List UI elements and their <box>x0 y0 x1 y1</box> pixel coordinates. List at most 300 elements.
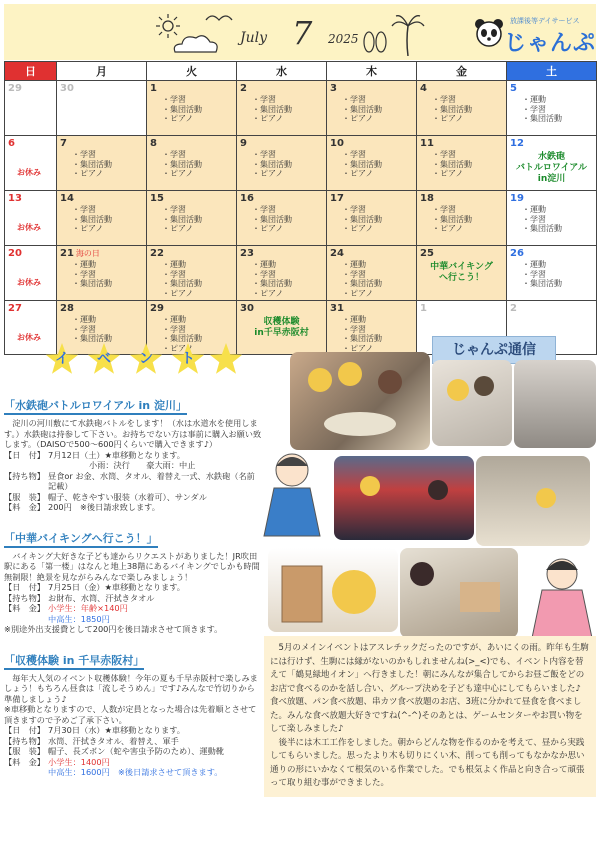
calendar-week-1 <box>5 81 597 136</box>
activity-item: ・ ピアノ <box>162 344 233 354</box>
activity-item: ・ 集団活動 <box>72 334 143 344</box>
event-info-value: 中高生：1850円 <box>48 613 110 624</box>
activity-list <box>240 95 323 124</box>
activity-item: ・ 集団活動 <box>162 334 233 344</box>
activity-list <box>330 315 413 353</box>
activity-item: ・ 運動 <box>162 315 233 325</box>
calendar-day-cell <box>417 136 507 191</box>
calendar-day-cell <box>5 81 57 136</box>
day-number <box>330 192 413 205</box>
day-number <box>60 82 143 95</box>
activity-item: ・ 集団活動 <box>342 105 413 115</box>
activity-item: ・ ピアノ <box>342 224 413 234</box>
photo-group-shapes <box>432 360 512 446</box>
event-banner-letter: ン <box>139 351 153 367</box>
calendar-event-label: 水鉄砲 バトルロワイアル in淀川 <box>516 152 587 184</box>
activity-item: ・ ピアノ <box>162 169 233 179</box>
photo-shop <box>514 360 596 448</box>
calendar-week-3 <box>5 191 597 246</box>
day-number <box>150 302 233 315</box>
event-info-harvest <box>4 725 262 778</box>
calendar-day-cell <box>147 81 237 136</box>
calendar-day-cell <box>237 246 327 301</box>
event-desc-harvest: 毎年大人気のイベント収穫体験！今年の夏も千早赤阪村で楽しみましょう！もちろん昼食は「流しそうめん」です♪みんなで竹切りから準備しましょう♪ ※車移動となりますので、人数が定員となった場合は先着順とさせて頂きますので予めご了承下さい。 <box>4 672 258 725</box>
activity-item: ・ ピアノ <box>162 224 233 234</box>
event-info-key: 【服 装】 <box>4 491 45 502</box>
activity-item: ・ 集団活動 <box>342 215 413 225</box>
month-word: July <box>240 30 268 46</box>
activity-item: ・ 学習 <box>72 205 143 215</box>
day-number <box>150 137 233 150</box>
event-info-key: 【日 付】 <box>4 582 45 592</box>
day-number-text: 21 <box>60 248 74 259</box>
event-info-value: 昼食or お金、水筒、タオル、着替え一式、水鉄砲（名前記載） <box>48 470 255 491</box>
photo-group <box>432 360 512 446</box>
event-info-value: 小雨：決行 豪大雨：中止 <box>48 460 196 470</box>
day-number-text: 30 <box>60 83 74 94</box>
day-number-text: 6 <box>8 138 15 149</box>
event-info-key: 【日 付】 <box>4 725 45 735</box>
closed-label: お休み <box>17 223 41 232</box>
activity-list <box>420 95 503 124</box>
event-info-key <box>4 767 48 778</box>
event-info-value: 7月25日（金）★車移動となります。 <box>48 582 185 592</box>
activity-list <box>60 205 143 234</box>
calendar-day-cell <box>327 81 417 136</box>
activity-item: ・ 集団活動 <box>432 160 503 170</box>
day-number-text: 13 <box>8 193 22 204</box>
event-info-value: 帽子、乾きやすい服装（水着可）、サンダル <box>48 491 207 502</box>
day-number-text: 10 <box>330 138 344 149</box>
activity-item: ・ ピアノ <box>162 289 233 299</box>
event-info-row <box>4 757 262 768</box>
photo-craft-2 <box>400 548 518 638</box>
day-number-text: 2 <box>240 83 247 94</box>
day-number-text: 24 <box>330 248 344 259</box>
year: 2025 <box>328 32 359 46</box>
event-info-row <box>4 460 262 471</box>
photo-wood-house <box>268 548 398 632</box>
event-banner-letter: ベ <box>97 351 111 367</box>
event-info-key: 【持ち物】 <box>4 735 45 746</box>
activity-item: ・ ピアノ <box>342 114 413 124</box>
day-number-text: 4 <box>420 83 427 94</box>
day-number-text: 2 <box>510 303 517 314</box>
calendar-day-cell <box>507 136 597 191</box>
calendar-day-cell <box>327 191 417 246</box>
activity-item: ・ 運動 <box>342 315 413 325</box>
event-info-key: 【日 付】 <box>4 449 45 460</box>
activity-list <box>60 150 143 179</box>
day-number-text: 29 <box>150 303 164 314</box>
activity-item: ・ 集団活動 <box>162 279 233 289</box>
activity-item: ・ 学習 <box>342 325 413 335</box>
activity-item: ・ 学習 <box>342 95 413 105</box>
activity-list <box>150 205 233 234</box>
activity-item: ・ 学習 <box>162 270 233 280</box>
activity-item: ・ ピアノ <box>432 114 503 124</box>
activity-item: ・ 集団活動 <box>252 279 323 289</box>
calendar-day-cell <box>417 81 507 136</box>
day-number <box>330 82 413 95</box>
activity-item: ・ 集団活動 <box>162 160 233 170</box>
event-info-key: 【料 金】 <box>4 502 45 512</box>
event-info-key <box>4 614 48 625</box>
calendar-day-cell <box>147 246 237 301</box>
weekday-sat: 土 <box>507 62 597 81</box>
activity-list <box>60 260 143 289</box>
day-number-text: 29 <box>8 83 22 94</box>
holiday-label: 海の日 <box>75 249 100 258</box>
cloud-icon <box>170 30 220 54</box>
day-number-text: 14 <box>60 193 74 204</box>
event-info-row <box>4 593 262 604</box>
event-info-row <box>4 736 262 747</box>
day-number <box>330 302 413 315</box>
activity-list <box>420 205 503 234</box>
day-number <box>60 247 143 260</box>
photo-arcade-shapes <box>334 456 474 540</box>
day-number-text: 31 <box>330 303 344 314</box>
activity-list <box>510 260 593 289</box>
event-desc-chinese-buffet: バイキング大好きな子ども達からリクエストがありました！JR吹田駅にある「第一楼」はなんと地上38階にあるバイキングでしかも時間無制限！絶景を見ながらみんなで楽しみましょう！ <box>4 550 260 582</box>
day-number-text: 5 <box>510 83 517 94</box>
day-number-text: 11 <box>420 138 434 149</box>
activity-item: ・ 学習 <box>342 205 413 215</box>
day-number <box>60 137 143 150</box>
closed-label: お休み <box>17 278 41 287</box>
day-number <box>330 247 413 260</box>
activity-list <box>240 260 323 298</box>
activity-list <box>510 205 593 234</box>
closed-label: お休み <box>17 168 41 177</box>
day-number-text: 30 <box>240 303 254 314</box>
day-number-text: 18 <box>420 193 434 204</box>
calendar-day-cell <box>327 301 417 355</box>
event-info-value: 小学生：1400円 <box>48 756 110 767</box>
activity-item: ・ 集団活動 <box>342 160 413 170</box>
calendar-day-cell <box>237 191 327 246</box>
logo-subtitle: 放課後等デイサービス <box>510 17 580 25</box>
day-number-text: 3 <box>330 83 337 94</box>
calendar-day-cell <box>5 191 57 246</box>
activity-list <box>330 205 413 234</box>
day-number <box>420 82 503 95</box>
calendar-day-cell <box>57 246 147 301</box>
day-number-text: 19 <box>510 193 524 204</box>
activity-list <box>330 95 413 124</box>
activity-item: ・ 運動 <box>342 260 413 270</box>
closed-label: お休み <box>17 333 41 342</box>
event-info-row <box>4 450 262 461</box>
weekday-header <box>5 62 597 81</box>
activity-list <box>420 150 503 179</box>
day-number <box>8 247 53 260</box>
activity-item: ・ ピアノ <box>342 289 413 299</box>
activity-item: ・ 学習 <box>432 150 503 160</box>
day-number <box>150 192 233 205</box>
day-number-text: 8 <box>150 138 157 149</box>
activity-item: ・ 学習 <box>252 270 323 280</box>
activity-item: ・ 学習 <box>72 325 143 335</box>
activity-item: ・ ピアノ <box>72 169 143 179</box>
day-number-text: 12 <box>510 138 524 149</box>
event-info-row <box>4 746 262 757</box>
day-number <box>510 82 593 95</box>
event-banner-letter: ト <box>181 351 195 367</box>
photo-lunch <box>290 352 430 450</box>
day-number <box>8 192 53 205</box>
day-number-text: 7 <box>60 138 67 149</box>
calendar-day-cell <box>5 136 57 191</box>
calendar-day-cell <box>507 246 597 301</box>
day-number-text: 9 <box>240 138 247 149</box>
activity-item: ・ 学習 <box>522 215 593 225</box>
event-info-value: 200円 ※後日請求致します。 <box>48 502 160 512</box>
event-info-chinese-buffet <box>4 582 262 624</box>
calendar-day-cell <box>57 191 147 246</box>
day-number-text: 17 <box>330 193 344 204</box>
day-number <box>8 137 53 150</box>
event-note-chinese-buffet: ※別途外出支援費として200円を後日請求させて頂きます。 <box>4 624 223 634</box>
calendar-body <box>5 81 597 355</box>
seagull-icon <box>204 10 234 26</box>
activity-item: ・ ピアノ <box>72 224 143 234</box>
event-title-chinese-buffet: 「中華バイキングへ行こう！」 <box>4 530 158 548</box>
photo-craft-1-shapes <box>476 456 590 546</box>
day-number-text: 28 <box>60 303 74 314</box>
activity-item: ・ ピアノ <box>342 344 413 354</box>
calendar-day-cell <box>57 136 147 191</box>
report-paragraph-2: 後半には木工工作をしました。朝からどんな物を作るのかを考えて、昼から実践してもらいました。思ったより木も切りにくい木、削っても削ってもなかなか思い通りの形にいかなくて根気のいる作業でした。でも根気よく作品と向き合って頑張って取り組む事ができました。 <box>270 737 585 788</box>
day-number-text: 26 <box>510 248 524 259</box>
event-title-harvest: 「収穫体験 in 千早赤阪村」 <box>4 652 144 670</box>
event-info-value: 水筒、汗拭きタオル、着替え、軍手 <box>48 735 179 746</box>
activity-list <box>510 95 593 124</box>
day-number <box>8 302 53 315</box>
event-info-key: 【料 金】 <box>4 756 45 767</box>
activity-item: ・ ピアノ <box>252 169 323 179</box>
calendar-day-cell <box>507 81 597 136</box>
events-column <box>4 360 262 778</box>
photo-craft-2-shapes <box>400 548 518 638</box>
activity-item: ・ ピアノ <box>252 289 323 299</box>
activity-item: ・ 学習 <box>432 205 503 215</box>
day-number <box>150 82 233 95</box>
day-number <box>510 247 593 260</box>
event-info-value: 小学生：年齢×140円 <box>48 603 128 613</box>
day-number-text: 15 <box>150 193 164 204</box>
day-number <box>420 247 503 260</box>
day-number <box>240 82 323 95</box>
calendar-week-2 <box>5 136 597 191</box>
news-title: じゃんぷ通信 <box>432 336 556 364</box>
day-number <box>420 137 503 150</box>
activity-list <box>150 150 233 179</box>
calendar-day-cell <box>5 246 57 301</box>
activity-list <box>150 260 233 298</box>
event-info-row <box>4 582 262 593</box>
activity-list <box>240 205 323 234</box>
day-number <box>510 137 593 150</box>
activity-list <box>150 95 233 124</box>
calendar-day-cell <box>237 81 327 136</box>
activity-item: ・ 学習 <box>342 270 413 280</box>
activity-item: ・ 学習 <box>252 205 323 215</box>
header <box>4 4 596 60</box>
activity-item: ・ ピアノ <box>252 224 323 234</box>
event-info-key <box>4 460 48 471</box>
activity-item: ・ ピアノ <box>432 224 503 234</box>
day-number-text: 27 <box>8 303 22 314</box>
activity-item: ・ 集団活動 <box>252 215 323 225</box>
activity-item: ・ 運動 <box>72 315 143 325</box>
event-info-value: 中高生：1600円 ※後日請求させて頂きます。 <box>48 767 223 777</box>
activity-list <box>330 260 413 298</box>
activity-item: ・ 学習 <box>72 150 143 160</box>
activity-item: ・ 学習 <box>252 95 323 105</box>
calendar-day-cell <box>507 191 597 246</box>
weekday-wed: 水 <box>237 62 327 81</box>
activity-item: ・ 学習 <box>162 150 233 160</box>
activity-item: ・ 学習 <box>522 105 593 115</box>
calendar-day-cell <box>237 136 327 191</box>
event-info-key: 【料 金】 <box>4 603 45 613</box>
calendar-day-cell <box>57 81 147 136</box>
day-number <box>150 247 233 260</box>
event-title-water-gun: 「水鉄砲バトルロワイアル in 淀川」 <box>4 397 187 415</box>
activity-item: ・ ピアノ <box>432 169 503 179</box>
activity-list <box>330 150 413 179</box>
photo-craft-1 <box>476 456 590 546</box>
day-number <box>240 302 323 315</box>
weekday-sun: 日 <box>5 62 57 81</box>
sandals-icon <box>362 30 388 54</box>
activity-item: ・ 学習 <box>162 95 233 105</box>
activity-item: ・ 集団活動 <box>342 279 413 289</box>
activity-item: ・ 集団活動 <box>252 105 323 115</box>
activity-item: ・ 学習 <box>162 325 233 335</box>
event-desc-water-gun: 淀川の河川敷にて水鉄砲バトルをします！（水は水道水を使用します。）水鉄砲は持参して下さい。お持ちでない方は事前に購入お願い致します。（DAISOで500～600円くらいで購入できます♪） <box>4 418 262 449</box>
activity-item: ・ 集団活動 <box>72 160 143 170</box>
activity-item: ・ 学習 <box>252 150 323 160</box>
calendar-day-cell <box>417 246 507 301</box>
month-number: 7 <box>292 14 313 52</box>
activity-item: ・ 集団活動 <box>342 334 413 344</box>
photo-lunch-shapes <box>290 352 430 450</box>
event-info-value: 7月12日（土）★車移動となります。 <box>48 449 185 460</box>
activity-item: ・ 運動 <box>522 260 593 270</box>
photo-arcade <box>334 456 474 540</box>
day-number-text: 20 <box>8 248 22 259</box>
report-paragraph-1: 5月のメインイベントはアスレチックだったのですが、あいにくの雨。昨年も生駒には行けず、生駒には縁がないのかもしれませんね(>_<)でも、イベント内容を替えて「鶴見緑地イオン」へ行きました！朝にみんなが集合してからお昼ご飯をどのお店で食べるのかを話し合い、グループ決めを子ども達中心にしてもらいました♪ 食べ放題、パン食べ放題、串カツ食べ放題のお店、3班に分かれて昼食を食べました。みんな食べ放題大好きですね(^-^)そのあとは、ゲームセンターやお買い物をして楽しみました♪ <box>270 643 589 734</box>
activity-item: ・ ピアノ <box>162 114 233 124</box>
activity-item: ・ 学習 <box>342 150 413 160</box>
logo-text: じゃんぷ <box>504 31 597 56</box>
weekday-mon: 月 <box>57 62 147 81</box>
activity-item: ・ 学習 <box>72 270 143 280</box>
day-number <box>60 192 143 205</box>
activity-item: ・ 学習 <box>432 95 503 105</box>
event-info-row <box>4 492 262 503</box>
event-info-row <box>4 767 262 778</box>
event-info-key: 【持ち物】 <box>4 470 45 481</box>
event-info-row <box>4 502 262 513</box>
weekday-fri: 金 <box>417 62 507 81</box>
orihime-illustration-icon <box>526 548 596 642</box>
palm-tree-icon <box>390 14 426 56</box>
event-info-value: 帽子、長ズボン（蛇や害虫予防のため）、運動靴 <box>48 746 225 756</box>
panda-logo-icon <box>474 18 504 50</box>
day-number <box>510 302 593 315</box>
event-banner-letter: イ <box>55 351 69 367</box>
calendar-event-label: 中華バイキング へ行こう！ <box>430 262 493 283</box>
activity-item: ・ 集団活動 <box>162 215 233 225</box>
activity-item: ・ 運動 <box>522 205 593 215</box>
day-number-text: 1 <box>150 83 157 94</box>
activity-item: ・ 運動 <box>522 95 593 105</box>
activity-list <box>240 150 323 179</box>
news-report <box>264 636 596 797</box>
calendar-event-label: 収穫体験 in千早赤阪村 <box>254 317 309 338</box>
day-number-text: 22 <box>150 248 164 259</box>
calendar-day-cell <box>327 246 417 301</box>
calendar-day-cell <box>147 191 237 246</box>
photo-wood-house-shapes <box>268 548 398 632</box>
event-info-row <box>4 603 262 614</box>
activity-item: ・ 集団活動 <box>522 114 593 124</box>
event-info-row <box>4 614 262 625</box>
event-info-value: お財布、水筒、汗拭きタオル <box>48 592 155 603</box>
activity-item: ・ 運動 <box>162 260 233 270</box>
day-number-text: 25 <box>420 248 434 259</box>
activity-item: ・ 集団活動 <box>72 215 143 225</box>
activity-item: ・ 運動 <box>72 260 143 270</box>
calendar-week-4 <box>5 246 597 301</box>
calendar-day-cell <box>327 136 417 191</box>
day-number <box>510 192 593 205</box>
activity-item: ・ 学習 <box>162 205 233 215</box>
activity-item: ・ 集団活動 <box>522 279 593 289</box>
day-number-text: 16 <box>240 193 254 204</box>
activity-item: ・ 学習 <box>522 270 593 280</box>
activity-item: ・ 運動 <box>252 260 323 270</box>
day-number-text: 23 <box>240 248 254 259</box>
day-number <box>330 137 413 150</box>
weekday-thu: 木 <box>327 62 417 81</box>
activity-item: ・ 集団活動 <box>72 279 143 289</box>
day-number <box>240 192 323 205</box>
day-number-text: 1 <box>420 303 427 314</box>
activity-item: ・ 集団活動 <box>432 215 503 225</box>
day-number <box>240 247 323 260</box>
day-number <box>60 302 143 315</box>
event-info-key: 【持ち物】 <box>4 592 45 603</box>
day-number <box>420 192 503 205</box>
activity-item: ・ ピアノ <box>252 114 323 124</box>
activity-item: ・ 集団活動 <box>522 224 593 234</box>
event-info-row <box>4 471 262 492</box>
hikoboshi-illustration-icon <box>262 448 332 542</box>
calendar-day-cell <box>147 136 237 191</box>
activity-item: ・ ピアノ <box>342 169 413 179</box>
weekday-tue: 火 <box>147 62 237 81</box>
day-number <box>240 137 323 150</box>
activity-item: ・ 集団活動 <box>162 105 233 115</box>
event-info-key: 【服 装】 <box>4 746 45 756</box>
event-info-value: 7月30日（水）★車移動となります。 <box>48 725 185 735</box>
calendar-day-cell <box>417 191 507 246</box>
